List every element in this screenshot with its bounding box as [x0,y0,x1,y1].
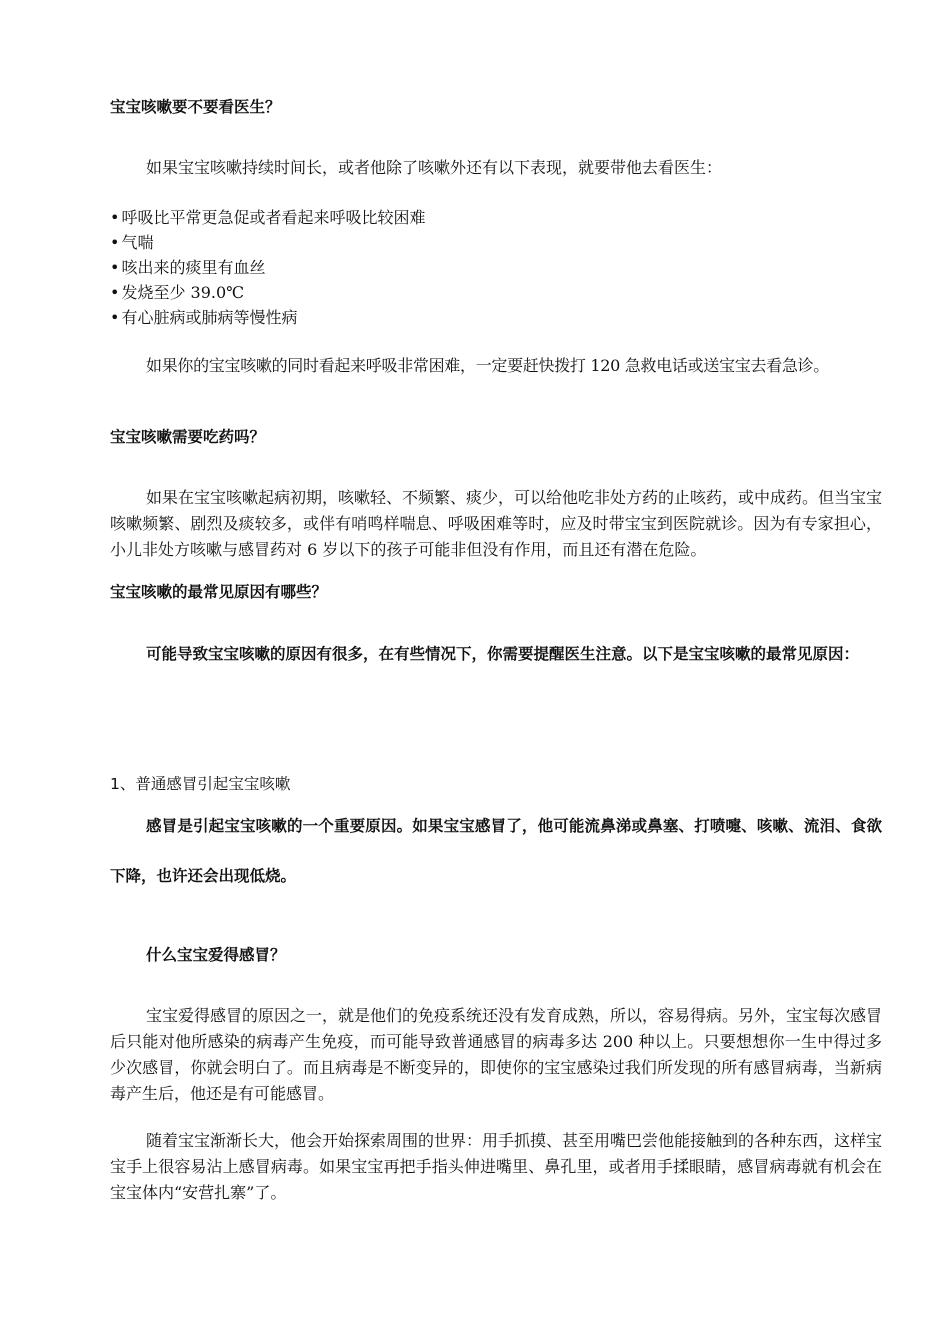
paragraph-why-colds-2: 随着宝宝渐渐长大，他会开始探索周围的世界：用手抓摸、甚至用嘴巴尝他能接触到的各种东西，这样宝宝手上很容易沾上感冒病毒。如果宝宝再把手指头伸进嘴里、鼻孔里，或者用手揉眼睛，感冒病毒就有机会在宝宝体内“安营扎寨”了。 [110,1131,883,1202]
list-item: • 呼吸比平常更急促或者看起来呼吸比较困难 [110,205,425,230]
paragraph-medicine: 如果在宝宝咳嗽起病初期，咳嗽轻、不频繁、痰少，可以给他吃非处方药的止咳药，或中成药。但当宝宝咳嗽频繁、剧烈及痰较多，或伴有哨鸣样喘息、呼吸困难等时，应及时带宝宝到医院就诊。因为有专家担心，小儿非处方咳嗽与感冒药对 6 岁以下的孩子可能非但没有作用，而且还有潜在危险。 [110,488,883,559]
list-item: • 咳出来的痰里有血丝 [110,255,425,280]
cause-1-title: 1、普通感冒引起宝宝咳嗽 [110,775,291,793]
heading-medicine: 宝宝咳嗽需要吃药吗？ [110,428,266,446]
list-item: • 发烧至少 39.0℃ [110,280,425,305]
paragraph-causes-intro: 可能导致宝宝咳嗽的原因有很多，在有些情况下，你需要提醒医生注意。以下是宝宝咳嗽的最常见原因： [146,645,860,663]
list-item: • 气喘 [110,230,425,255]
heading-see-doctor: 宝宝咳嗽要不要看医生？ [110,98,281,116]
paragraph-see-doctor-intro: 如果宝宝咳嗽持续时间长，或者他除了咳嗽外还有以下表现，就要带他去看医生： [146,158,723,177]
list-item: • 有心脏病或肺病等慢性病 [110,305,425,330]
heading-causes: 宝宝咳嗽的最常见原因有哪些？ [110,583,328,601]
paragraph-why-colds-1: 宝宝爱得感冒的原因之一，就是他们的免疫系统还没有发育成熟，所以，容易得病。另外，宝宝每次感冒后只能对他所感染的病毒产生免疫，而可能导致普通感冒的病毒多达 200 种以上。只要想想你一生中得过多少次感冒，你就会明白了。而且病毒是不断变异的，即使你的宝宝感染过我们所发现的所有感冒病毒，当新病毒产生后，他还是有可能感冒。 [110,1006,883,1103]
paragraph-emergency: 如果你的宝宝咳嗽的同时看起来呼吸非常困难，一定要赶快拨打 120 急救电话或送宝宝去看急诊。 [146,356,829,375]
paragraph-cause-1: 感冒是引起宝宝咳嗽的一个重要原因。如果宝宝感冒了，他可能流鼻涕或鼻塞、打喷嚏、咳嗽、流泪、食欲下降，也许还会出现低烧。 [110,817,882,885]
heading-why-colds: 什么宝宝爱得感冒？ [146,946,286,964]
symptom-list [110,205,425,330]
